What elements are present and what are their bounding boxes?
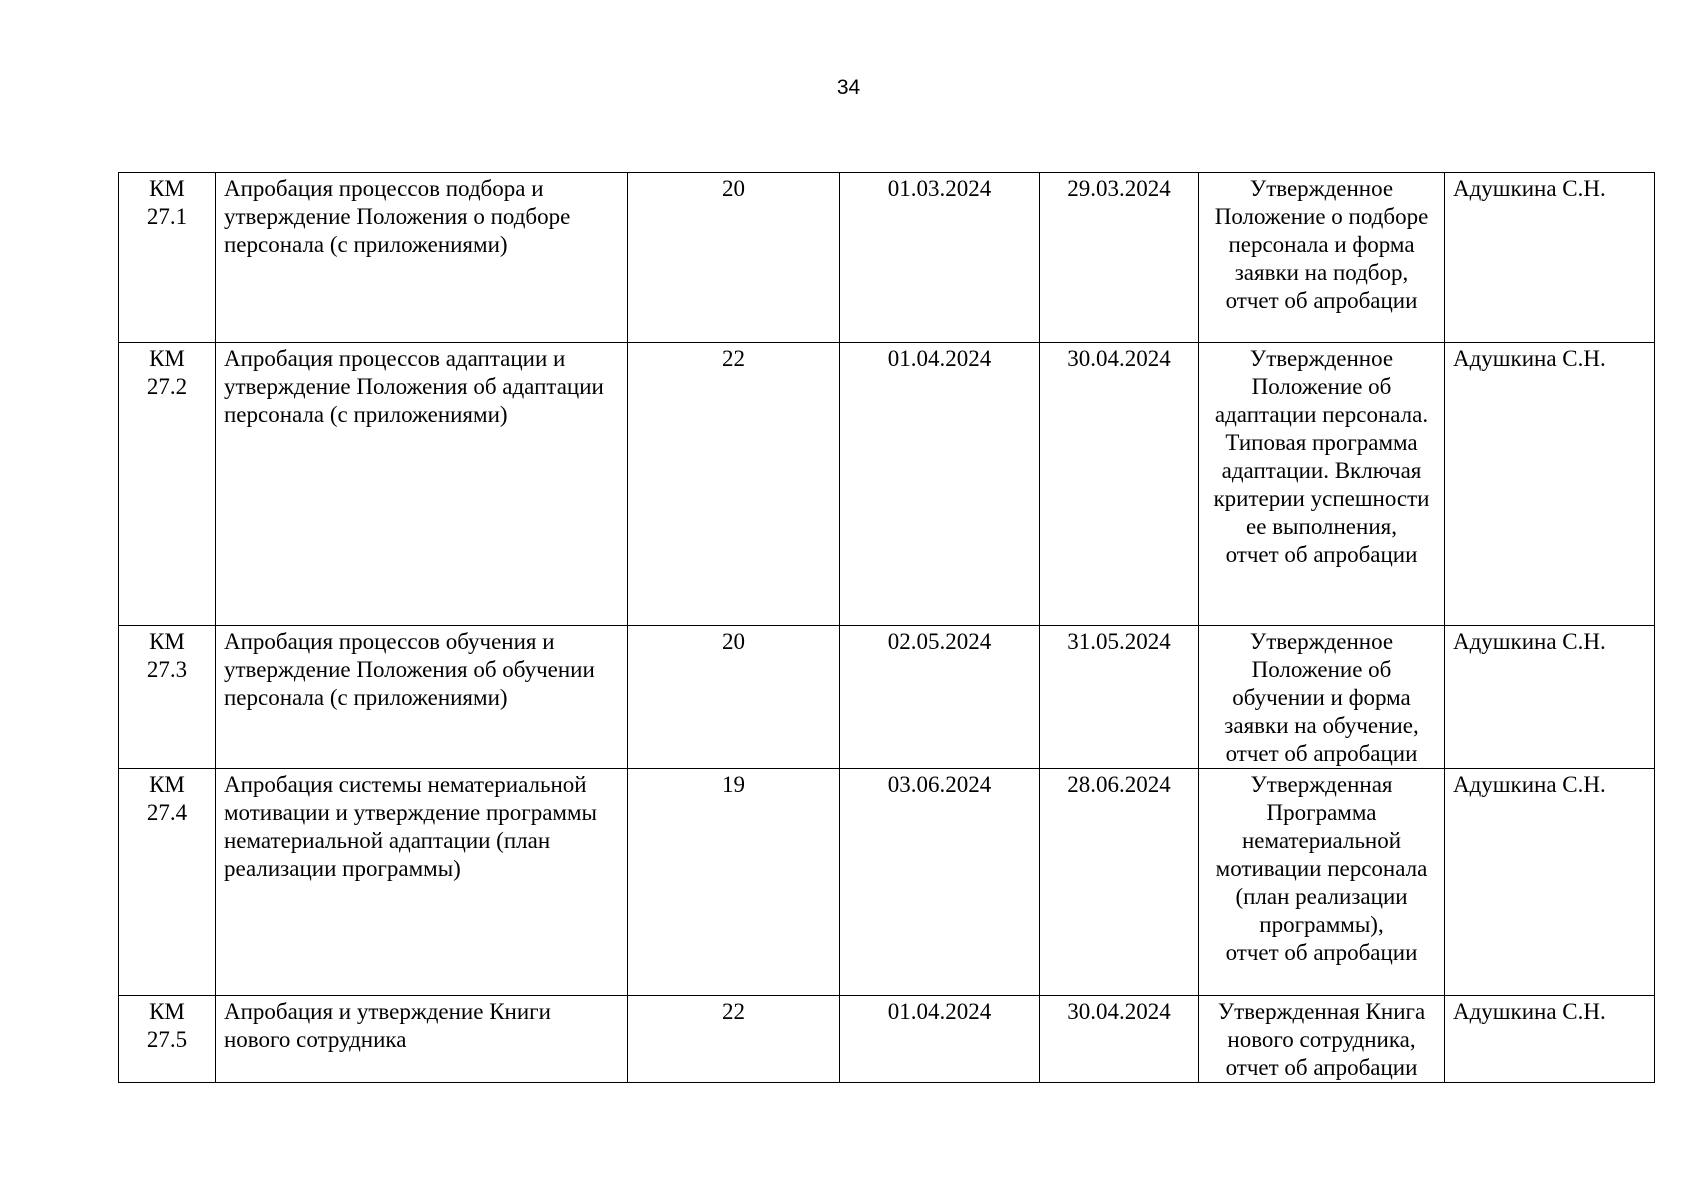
code-cell: КМ 27.3 [119, 626, 216, 769]
owner-cell: Адушкина С.Н. [1445, 626, 1655, 769]
name-cell: Апробация процессов обучения и утверждение Положения об обучении персонала (с приложениями) [216, 626, 628, 769]
days-cell: 19 [628, 769, 840, 996]
table-row [119, 996, 1655, 1083]
end-date-cell: 28.06.2024 [1040, 769, 1199, 996]
table-row [119, 173, 1655, 343]
days-cell: 20 [628, 173, 840, 343]
end-date-cell: 30.04.2024 [1040, 343, 1199, 626]
name-cell: Апробация процессов адаптации и утверждение Положения об адаптации персонала (с приложениями) [216, 343, 628, 626]
end-date-cell: 31.05.2024 [1040, 626, 1199, 769]
owner-cell: Адушкина С.Н. [1445, 996, 1655, 1083]
name-cell: Апробация и утверждение Книги нового сотрудника [216, 996, 628, 1083]
name-cell: Апробация системы нематериальной мотивации и утверждение программы нематериальной адаптации (план реализации программы) [216, 769, 628, 996]
start-date-cell: 01.04.2024 [840, 343, 1040, 626]
result-cell: Утвержденное Положение об адаптации персонала. Типовая программа адаптации. Включая критерии успешности ее выполнения, отчет об апробации [1199, 343, 1445, 626]
table-row [119, 343, 1655, 626]
days-cell: 22 [628, 343, 840, 626]
result-cell: Утвержденная Книга нового сотрудника, отчет об апробации [1199, 996, 1445, 1083]
page-number: 34 [836, 76, 861, 99]
table-row [119, 769, 1655, 996]
owner-cell: Адушкина С.Н. [1445, 769, 1655, 996]
start-date-cell: 02.05.2024 [840, 626, 1040, 769]
table-row [119, 626, 1655, 769]
result-cell: Утвержденная Программа нематериальной мотивации персонала (план реализации программы), отчет об апробации [1199, 769, 1445, 996]
code-cell: КМ 27.1 [119, 173, 216, 343]
start-date-cell: 01.04.2024 [840, 996, 1040, 1083]
result-cell: Утвержденное Положение о подборе персонала и форма заявки на подбор, отчет об апробации [1199, 173, 1445, 343]
owner-cell: Адушкина С.Н. [1445, 343, 1655, 626]
end-date-cell: 29.03.2024 [1040, 173, 1199, 343]
owner-cell: Адушкина С.Н. [1445, 173, 1655, 343]
name-cell: Апробация процессов подбора и утверждение Положения о подборе персонала (с приложениями) [216, 173, 628, 343]
result-cell: Утвержденное Положение об обучении и форма заявки на обучение, отчет об апробации [1199, 626, 1445, 769]
start-date-cell: 01.03.2024 [840, 173, 1040, 343]
code-cell: КМ 27.2 [119, 343, 216, 626]
plan-table [118, 172, 1655, 1083]
start-date-cell: 03.06.2024 [840, 769, 1040, 996]
days-cell: 20 [628, 626, 840, 769]
days-cell: 22 [628, 996, 840, 1083]
end-date-cell: 30.04.2024 [1040, 996, 1199, 1083]
code-cell: КМ 27.4 [119, 769, 216, 996]
code-cell: КМ 27.5 [119, 996, 216, 1083]
